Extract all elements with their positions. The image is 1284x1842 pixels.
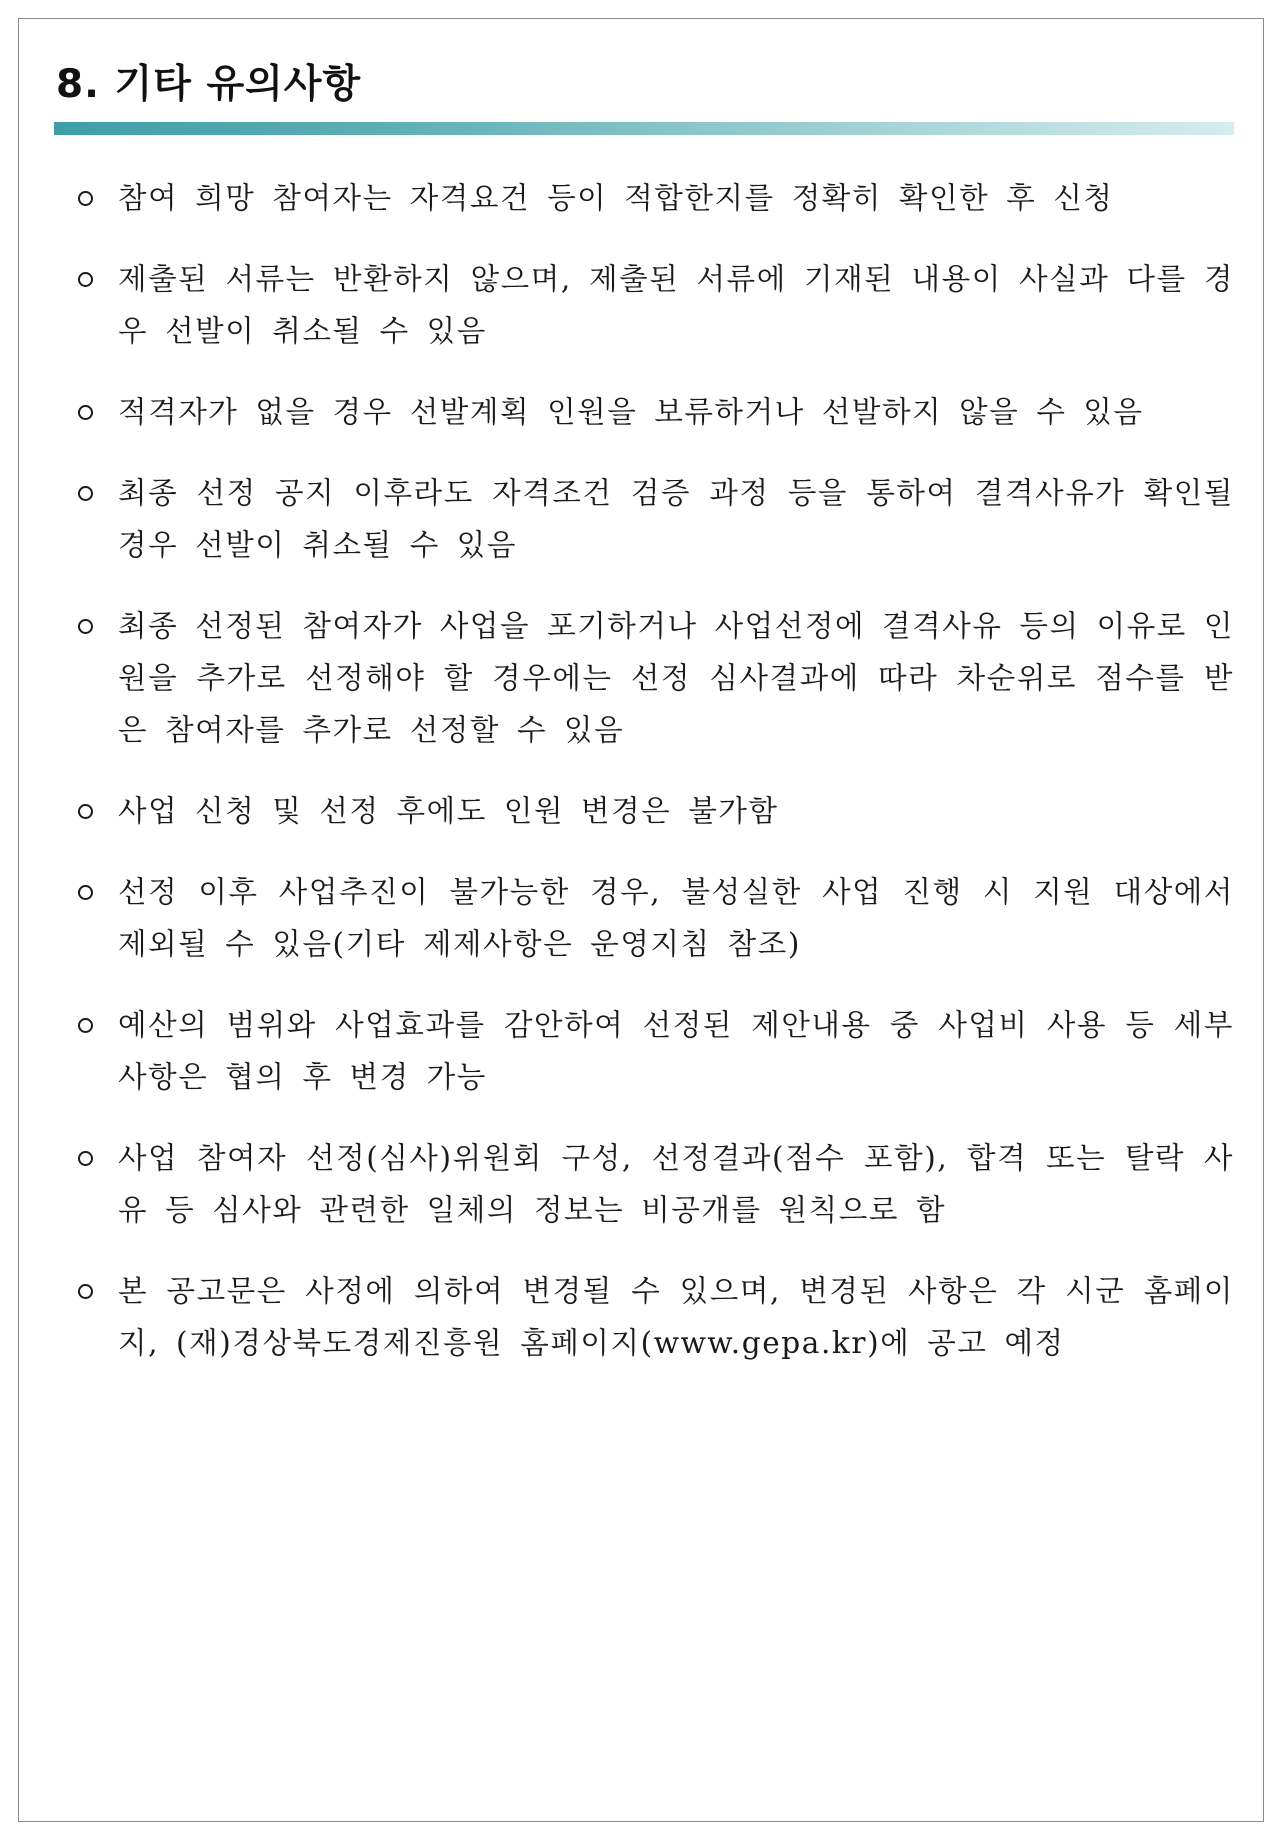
list-item-text: 최종 선정된 참여자가 사업을 포기하거나 사업선정에 결격사유 등의 이유로 인원을 추가로 선정해야 할 경우에는 선정 심사결과에 따라 차순위로 점수를 받은 참여자를 추가로 선정할 수 있음 <box>118 609 1234 747</box>
list-item-text: 사업 참여자 선정(심사)위원회 구성, 선정결과(점수 포함), 합격 또는 탈락 사유 등 심사와 관련한 일체의 정보는 비공개를 원칙으로 함 <box>118 1141 1234 1227</box>
list-item <box>64 785 1234 837</box>
circle-bullet-icon <box>78 1151 93 1166</box>
circle-bullet-icon <box>78 405 93 420</box>
circle-bullet-icon <box>78 1018 93 1033</box>
circle-bullet-icon <box>78 619 93 634</box>
circle-bullet-icon <box>78 191 93 206</box>
list-item-text: 예산의 범위와 사업효과를 감안하여 선정된 제안내용 중 사업비 사용 등 세부사항은 협의 후 변경 가능 <box>118 1008 1234 1094</box>
circle-bullet-icon <box>78 272 93 287</box>
list-item <box>64 253 1234 357</box>
list-item-text: 최종 선정 공지 이후라도 자격조건 검증 과정 등을 통하여 결격사유가 확인될 경우 선발이 취소될 수 있음 <box>118 476 1234 562</box>
list-item <box>64 172 1234 224</box>
list-item <box>64 866 1234 970</box>
section-title: 8. 기타 유의사항 <box>56 62 362 107</box>
circle-bullet-icon <box>78 486 93 501</box>
title-underline-bar <box>54 122 1234 135</box>
list-item-text: 제출된 서류는 반환하지 않으며, 제출된 서류에 기재된 내용이 사실과 다를 경우 선발이 취소될 수 있음 <box>118 262 1234 348</box>
list-item-text: 본 공고문은 사정에 의하여 변경될 수 있으며, 변경된 사항은 각 시군 홈페이지, (재)경상북도경제진흥원 홈페이지(www.gepa.kr)에 공고 예정 <box>118 1274 1234 1360</box>
circle-bullet-icon <box>78 1284 93 1299</box>
list-item <box>64 600 1234 756</box>
list-item-text: 참여 희망 참여자는 자격요건 등이 적합한지를 정확히 확인한 후 신청 <box>118 181 1114 215</box>
list-item-text: 선정 이후 사업추진이 불가능한 경우, 불성실한 사업 진행 시 지원 대상에서 제외될 수 있음(기타 제제사항은 운영지침 참조) <box>118 875 1234 961</box>
list-item <box>64 1132 1234 1236</box>
list-item-text: 적격자가 없을 경우 선발계획 인원을 보류하거나 선발하지 않을 수 있음 <box>118 395 1144 429</box>
notice-list <box>64 172 1234 1369</box>
list-item-text: 사업 신청 및 선정 후에도 인원 변경은 불가함 <box>118 794 779 828</box>
list-item <box>64 467 1234 571</box>
list-item <box>64 1265 1234 1369</box>
circle-bullet-icon <box>78 885 93 900</box>
list-item <box>64 386 1234 438</box>
list-item <box>64 999 1234 1103</box>
circle-bullet-icon <box>78 804 93 819</box>
